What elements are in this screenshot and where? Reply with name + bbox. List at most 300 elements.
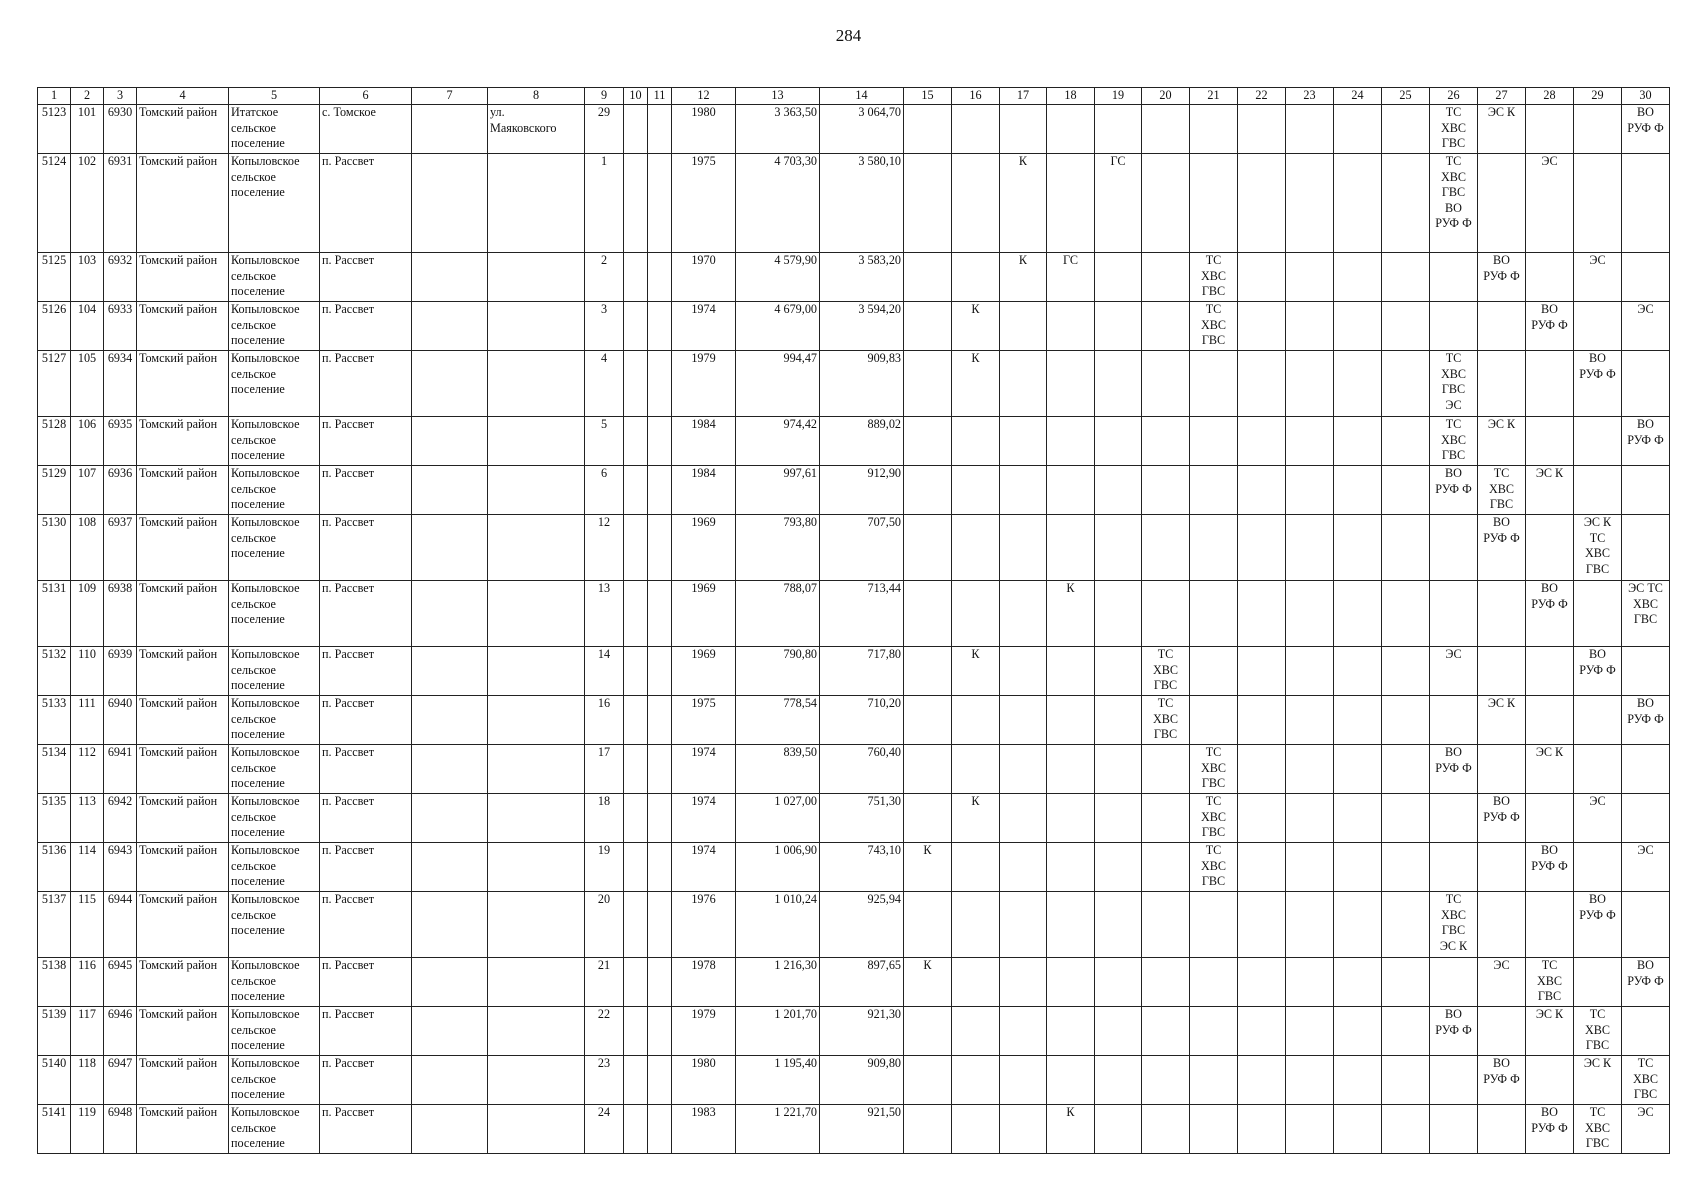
table-cell: п. Рассвет <box>320 581 412 647</box>
table-cell: К <box>1047 581 1095 647</box>
table-cell <box>648 892 672 958</box>
table-cell <box>624 892 648 958</box>
table-cell <box>1286 351 1334 417</box>
table-cell: ТС ХВС ГВС <box>1574 1105 1622 1154</box>
table-cell <box>624 647 648 696</box>
table-cell <box>1047 351 1095 417</box>
table-cell: Копыловское сельское поселение <box>229 1105 320 1154</box>
table-cell <box>1430 794 1478 843</box>
table-cell: 6940 <box>104 696 137 745</box>
table-cell: 6942 <box>104 794 137 843</box>
table-cell <box>904 892 952 958</box>
table-cell <box>904 302 952 351</box>
table-cell: 1976 <box>672 892 736 958</box>
table-cell <box>412 154 488 253</box>
table-cell: 925,94 <box>820 892 904 958</box>
table-cell <box>1478 647 1526 696</box>
table-cell: ВО РУФ Ф <box>1526 843 1574 892</box>
table-cell <box>1190 1007 1238 1056</box>
table-cell: Копыловское сельское поселение <box>229 581 320 647</box>
table-cell: ТС ХВС ГВС <box>1190 745 1238 794</box>
table-cell: К <box>952 351 1000 417</box>
table-cell: 6946 <box>104 1007 137 1056</box>
table-cell <box>1142 581 1190 647</box>
table-cell <box>1622 253 1670 302</box>
table-cell: ВО РУФ Ф <box>1574 647 1622 696</box>
table-cell <box>624 581 648 647</box>
table-cell: 1969 <box>672 647 736 696</box>
table-cell: ВО РУФ Ф <box>1478 253 1526 302</box>
table-cell <box>1382 515 1430 581</box>
table-cell: 5126 <box>38 302 71 351</box>
table-cell <box>1238 302 1286 351</box>
table-cell <box>952 1105 1000 1154</box>
table-cell: 23 <box>585 1056 624 1105</box>
table-cell <box>1142 958 1190 1007</box>
table-cell: 5132 <box>38 647 71 696</box>
table-cell <box>1047 745 1095 794</box>
table-cell <box>1238 1105 1286 1154</box>
table-cell <box>1286 1105 1334 1154</box>
column-header: 14 <box>820 88 904 105</box>
table-cell <box>952 958 1000 1007</box>
table-cell <box>1238 958 1286 1007</box>
table-cell: 29 <box>585 105 624 154</box>
table-cell <box>1000 745 1047 794</box>
table-cell <box>488 958 585 1007</box>
page-number: 284 <box>835 26 862 45</box>
table-cell <box>1430 958 1478 1007</box>
table-cell <box>1095 958 1142 1007</box>
table-cell: 6945 <box>104 958 137 1007</box>
table-cell <box>1190 696 1238 745</box>
table-cell: 760,40 <box>820 745 904 794</box>
table-cell <box>1095 105 1142 154</box>
table-cell <box>488 1007 585 1056</box>
table-cell: 5130 <box>38 515 71 581</box>
table-cell <box>1622 892 1670 958</box>
table-cell: Копыловское сельское поселение <box>229 515 320 581</box>
table-cell <box>1142 466 1190 515</box>
table-cell: 119 <box>71 1105 104 1154</box>
table-cell <box>1286 417 1334 466</box>
table-cell <box>1047 958 1095 1007</box>
table-cell: Томский район <box>137 892 229 958</box>
table-cell <box>1095 892 1142 958</box>
table-cell: Томский район <box>137 417 229 466</box>
table-cell: ЭС К <box>1478 696 1526 745</box>
table-cell: ВО РУФ Ф <box>1526 1105 1574 1154</box>
table-cell <box>1526 1056 1574 1105</box>
table-cell <box>412 351 488 417</box>
table-cell <box>904 647 952 696</box>
table-cell: ВО РУФ Ф <box>1526 302 1574 351</box>
table-row <box>38 647 1670 696</box>
table-cell: Томский район <box>137 351 229 417</box>
table-cell <box>648 696 672 745</box>
table-cell <box>952 1056 1000 1105</box>
table-cell: ТС ХВС ГВС <box>1190 794 1238 843</box>
table-cell: 778,54 <box>736 696 820 745</box>
table-cell <box>1238 351 1286 417</box>
table-cell <box>648 302 672 351</box>
table-row <box>38 794 1670 843</box>
table-cell: 912,90 <box>820 466 904 515</box>
table-cell: п. Рассвет <box>320 843 412 892</box>
table-cell <box>1478 581 1526 647</box>
table-cell <box>648 1007 672 1056</box>
table-cell: 115 <box>71 892 104 958</box>
table-cell: 5129 <box>38 466 71 515</box>
table-cell <box>1190 105 1238 154</box>
table-cell: 110 <box>71 647 104 696</box>
table-cell <box>1238 154 1286 253</box>
table-cell <box>1238 892 1286 958</box>
table-cell <box>904 581 952 647</box>
table-cell <box>1382 105 1430 154</box>
table-cell <box>1574 581 1622 647</box>
table-cell <box>1286 154 1334 253</box>
table-cell <box>1000 417 1047 466</box>
table-cell: Томский район <box>137 958 229 1007</box>
table-cell <box>1622 794 1670 843</box>
table-cell: п. Рассвет <box>320 1056 412 1105</box>
table-cell <box>1095 1105 1142 1154</box>
table-cell <box>1286 892 1334 958</box>
table-cell: ВО РУФ Ф <box>1574 351 1622 417</box>
table-cell <box>488 843 585 892</box>
table-cell: п. Рассвет <box>320 696 412 745</box>
table-cell <box>1286 958 1334 1007</box>
table-cell: ТС ХВС ГВС <box>1478 466 1526 515</box>
table-cell: 1 201,70 <box>736 1007 820 1056</box>
table-row <box>38 105 1670 154</box>
table-cell <box>1142 843 1190 892</box>
table-cell <box>1574 696 1622 745</box>
table-cell: ВО РУФ Ф <box>1430 745 1478 794</box>
table-cell <box>1286 745 1334 794</box>
table-row <box>38 417 1670 466</box>
table-cell <box>648 105 672 154</box>
table-cell <box>1382 351 1430 417</box>
table-cell <box>1095 466 1142 515</box>
table-cell <box>488 892 585 958</box>
table-cell: Томский район <box>137 1056 229 1105</box>
table-cell <box>1430 1056 1478 1105</box>
table-cell <box>624 1007 648 1056</box>
column-header: 28 <box>1526 88 1574 105</box>
table-cell <box>1095 843 1142 892</box>
table-cell <box>1047 1007 1095 1056</box>
table-cell: п. Рассвет <box>320 647 412 696</box>
table-cell <box>1047 417 1095 466</box>
table-cell <box>1526 417 1574 466</box>
table-cell: п. Рассвет <box>320 1105 412 1154</box>
table-cell: 109 <box>71 581 104 647</box>
table-cell: 111 <box>71 696 104 745</box>
table-row <box>38 302 1670 351</box>
table-cell <box>488 417 585 466</box>
table-cell <box>1142 515 1190 581</box>
table-cell: Копыловское сельское поселение <box>229 745 320 794</box>
table-cell: Томский район <box>137 1007 229 1056</box>
table-cell: ВО РУФ Ф <box>1622 105 1670 154</box>
table-cell: 743,10 <box>820 843 904 892</box>
table-cell <box>1286 1007 1334 1056</box>
table-cell <box>624 1056 648 1105</box>
table-cell <box>1190 417 1238 466</box>
table-cell: 6941 <box>104 745 137 794</box>
table-cell <box>1382 466 1430 515</box>
table-cell <box>904 105 952 154</box>
table-cell: п. Рассвет <box>320 417 412 466</box>
table-cell: ТС ХВС ГВС <box>1430 417 1478 466</box>
table-cell: 16 <box>585 696 624 745</box>
table-cell <box>1334 647 1382 696</box>
table-cell <box>1478 351 1526 417</box>
table-cell: 889,02 <box>820 417 904 466</box>
table-cell <box>1430 696 1478 745</box>
table-cell <box>1478 154 1526 253</box>
table-cell: 1983 <box>672 1105 736 1154</box>
table-cell: ЭС К <box>1526 745 1574 794</box>
table-cell: ВО РУФ Ф <box>1478 515 1526 581</box>
table-cell: 4 <box>585 351 624 417</box>
table-cell <box>904 1105 952 1154</box>
table-cell: Томский район <box>137 105 229 154</box>
table-cell <box>1526 892 1574 958</box>
table-cell: Томский район <box>137 794 229 843</box>
table-cell <box>1095 647 1142 696</box>
table-cell <box>1190 466 1238 515</box>
table-cell <box>1286 581 1334 647</box>
column-header: 22 <box>1238 88 1286 105</box>
table-cell: ЭС <box>1526 154 1574 253</box>
table-cell: 6943 <box>104 843 137 892</box>
table-cell <box>412 1056 488 1105</box>
table-cell: 6947 <box>104 1056 137 1105</box>
table-cell: 102 <box>71 154 104 253</box>
table-cell <box>648 794 672 843</box>
table-cell <box>1000 581 1047 647</box>
table-cell <box>1238 696 1286 745</box>
table-cell: ТС ХВС ГВС <box>1430 105 1478 154</box>
table-cell: 921,30 <box>820 1007 904 1056</box>
table-cell <box>1286 302 1334 351</box>
table-cell <box>1238 105 1286 154</box>
column-header: 8 <box>488 88 585 105</box>
table-cell <box>1334 581 1382 647</box>
table-cell <box>1286 466 1334 515</box>
column-header: 5 <box>229 88 320 105</box>
table-cell <box>1047 892 1095 958</box>
table-cell <box>1047 515 1095 581</box>
table-cell: Томский район <box>137 466 229 515</box>
table-cell <box>1382 745 1430 794</box>
table-cell <box>1000 794 1047 843</box>
table-cell: п. Рассвет <box>320 745 412 794</box>
table-cell: 1979 <box>672 1007 736 1056</box>
table-cell: ГС <box>1095 154 1142 253</box>
table-cell <box>1382 581 1430 647</box>
table-cell <box>1526 515 1574 581</box>
table-cell <box>1574 154 1622 253</box>
table-cell <box>1382 696 1430 745</box>
table-cell <box>648 154 672 253</box>
table-cell <box>1047 794 1095 843</box>
table-cell: 897,65 <box>820 958 904 1007</box>
table-cell: ТС ХВС ГВС <box>1622 1056 1670 1105</box>
table-cell: ВО РУФ Ф <box>1430 466 1478 515</box>
table-cell <box>412 696 488 745</box>
table-cell <box>1238 1007 1286 1056</box>
table-cell: ЭС <box>1622 1105 1670 1154</box>
table-cell <box>1095 745 1142 794</box>
table-cell <box>412 253 488 302</box>
table-cell: 118 <box>71 1056 104 1105</box>
table-cell: 107 <box>71 466 104 515</box>
table-cell <box>1526 253 1574 302</box>
table-cell <box>1430 581 1478 647</box>
table-cell: Копыловское сельское поселение <box>229 302 320 351</box>
table-cell <box>624 302 648 351</box>
table-cell <box>904 1056 952 1105</box>
table-cell: 5141 <box>38 1105 71 1154</box>
table-cell <box>1430 1105 1478 1154</box>
table-cell: 5 <box>585 417 624 466</box>
table-cell <box>1095 1007 1142 1056</box>
table-cell <box>952 253 1000 302</box>
table-cell <box>904 466 952 515</box>
table-cell <box>904 154 952 253</box>
table-cell <box>1382 253 1430 302</box>
table-cell <box>1238 794 1286 843</box>
table-cell <box>1478 302 1526 351</box>
table-cell: 3 363,50 <box>736 105 820 154</box>
table-cell: 6948 <box>104 1105 137 1154</box>
table-cell <box>648 1056 672 1105</box>
table-cell: ТС ХВС ГВС <box>1526 958 1574 1007</box>
table-cell <box>1334 253 1382 302</box>
table-cell <box>1095 515 1142 581</box>
table-cell: 1974 <box>672 794 736 843</box>
table-cell: 103 <box>71 253 104 302</box>
column-header: 13 <box>736 88 820 105</box>
table-cell <box>1190 351 1238 417</box>
table-cell: ЭС <box>1622 302 1670 351</box>
table-cell: Томский район <box>137 253 229 302</box>
table-cell <box>1574 843 1622 892</box>
table-cell <box>1095 581 1142 647</box>
table-cell <box>1238 466 1286 515</box>
table-cell <box>488 515 585 581</box>
table-cell <box>1622 351 1670 417</box>
table-cell <box>1382 958 1430 1007</box>
table-cell <box>1095 696 1142 745</box>
table-cell: ТС ХВС ГВС ВО РУФ Ф <box>1430 154 1478 253</box>
table-cell <box>1286 647 1334 696</box>
table-cell <box>648 351 672 417</box>
table-cell: 974,42 <box>736 417 820 466</box>
table-cell: 6944 <box>104 892 137 958</box>
table-cell <box>1334 105 1382 154</box>
table-cell <box>1382 154 1430 253</box>
table-cell: 6 <box>585 466 624 515</box>
table-cell <box>1000 843 1047 892</box>
table-cell: Копыловское сельское поселение <box>229 843 320 892</box>
table-cell <box>1334 745 1382 794</box>
table-cell: 1970 <box>672 253 736 302</box>
table-cell: 994,47 <box>736 351 820 417</box>
table-cell <box>1334 1056 1382 1105</box>
table-cell <box>1190 1105 1238 1154</box>
table-cell: п. Рассвет <box>320 794 412 843</box>
table-cell: 113 <box>71 794 104 843</box>
table-cell: 1969 <box>672 515 736 581</box>
table-cell <box>488 696 585 745</box>
table-row <box>38 892 1670 958</box>
table-cell: К <box>952 794 1000 843</box>
table-cell: 12 <box>585 515 624 581</box>
table-cell <box>1000 351 1047 417</box>
table-cell: Томский район <box>137 154 229 253</box>
table-cell <box>624 515 648 581</box>
table-cell <box>412 958 488 1007</box>
table-cell <box>624 351 648 417</box>
column-header: 23 <box>1286 88 1334 105</box>
table-cell <box>488 351 585 417</box>
table-cell: 790,80 <box>736 647 820 696</box>
table-cell: 1 006,90 <box>736 843 820 892</box>
table-cell <box>1334 696 1382 745</box>
table-row <box>38 958 1670 1007</box>
table-cell: К <box>952 647 1000 696</box>
table-cell: 6932 <box>104 253 137 302</box>
column-header: 3 <box>104 88 137 105</box>
table-cell <box>1430 515 1478 581</box>
table-cell <box>1286 843 1334 892</box>
table-cell <box>904 417 952 466</box>
table-cell <box>1526 794 1574 843</box>
table-cell <box>1334 1007 1382 1056</box>
table-cell: ЭС К <box>1478 417 1526 466</box>
table-cell <box>952 745 1000 794</box>
table-cell: 3 583,20 <box>820 253 904 302</box>
table-cell <box>1000 647 1047 696</box>
table-cell: 116 <box>71 958 104 1007</box>
table-cell: 5138 <box>38 958 71 1007</box>
table-cell <box>624 794 648 843</box>
table-cell: 1 195,40 <box>736 1056 820 1105</box>
table-cell <box>1478 892 1526 958</box>
table-cell <box>624 466 648 515</box>
table-cell <box>488 1056 585 1105</box>
table-cell: п. Рассвет <box>320 1007 412 1056</box>
table-cell: 1 221,70 <box>736 1105 820 1154</box>
table-cell <box>1334 351 1382 417</box>
table-cell: ЭС К <box>1478 105 1526 154</box>
table-cell: Томский район <box>137 696 229 745</box>
table-cell <box>412 647 488 696</box>
table-cell: ТС ХВС ГВС ЭС <box>1430 351 1478 417</box>
table-cell <box>1430 302 1478 351</box>
table-cell: 5123 <box>38 105 71 154</box>
table-cell: К <box>904 843 952 892</box>
table-cell: 5133 <box>38 696 71 745</box>
table-cell <box>952 892 1000 958</box>
table-cell <box>1574 958 1622 1007</box>
table-cell <box>1238 417 1286 466</box>
